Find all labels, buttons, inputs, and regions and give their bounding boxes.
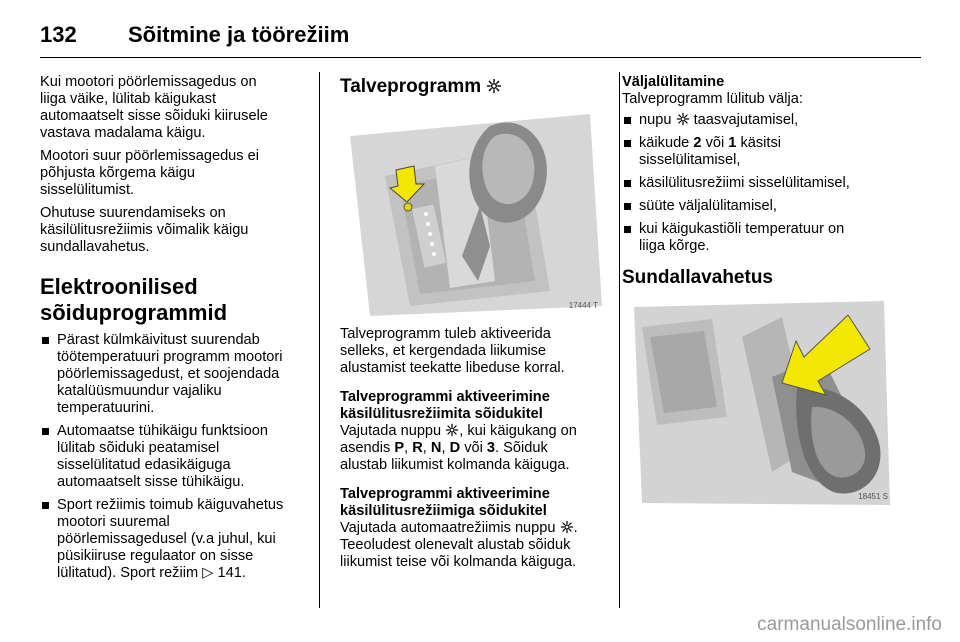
snowflake-icon [676, 112, 690, 126]
bullet-square-icon [42, 428, 49, 435]
column-1 [40, 74, 312, 588]
snowflake-icon [486, 78, 502, 94]
gear-selector-figure [340, 106, 602, 316]
bullet-square-icon [624, 203, 631, 210]
page-title: Sõitmine ja töörežiim [128, 22, 350, 47]
kickdown-pedal-illustration [622, 297, 892, 507]
list-item: nupu taasvajutamisel, [622, 112, 912, 129]
bullet-square-icon [624, 180, 631, 187]
list-item: Automaatse tühikäigu funktsioon lülitab sõiduki peatamisel sisselülitatud edasikäiguga automaatselt sisse tühikäigu. [40, 423, 312, 491]
header-rule [40, 57, 921, 58]
paragraph-safety: Ohutuse suurendamiseks on käsilülitusrežiimis võimalik käigu sundallavahetus. [40, 205, 249, 255]
page-reference-link[interactable]: 141. [217, 565, 246, 581]
section-title-winter-program: Talveprogramm [340, 76, 612, 98]
watermark: carmanualsonline.info [757, 614, 942, 635]
column-3 [622, 74, 912, 517]
page-header [40, 14, 920, 54]
list-item: käikude 2 või 1 käsitsi sisselülitamisel, [622, 135, 912, 169]
column-divider-2 [619, 72, 620, 608]
page-reference-arrow-icon[interactable]: ▷ [202, 565, 214, 581]
subheading-manual-mode: Talveprogrammi aktiveerimine käsilülitusrežiimiga sõidukitel [340, 486, 550, 519]
snowflake-icon [445, 423, 459, 437]
figure-code: 18451 S [858, 492, 888, 501]
paragraph-no-manual-mode: Vajutada nuppu , kui käigukang on asendis P, R, N, D või 3. Sõiduk alustab liikumist kolmanda käiguga. [340, 423, 577, 473]
list-item: Pärast külmkäivitust suurendab töötemperatuuri programm mootori pöörlemissagedust, et soojendada katalüüsmuundur vajaliku temperatuurini. [40, 332, 312, 417]
bullet-square-icon [42, 337, 49, 344]
section-title-kickdown: Sundallavahetus [622, 267, 773, 288]
bullet-list-deactivation [622, 112, 912, 255]
paragraph-winter-intro: Talveprogramm tuleb aktiveerida selleks, et kergendada liikumise alustamist teekatte libeduse korral. [340, 326, 565, 376]
list-item: Sport režiimis toimub käiguvahetus mootori suuremal pöörlemissagedusel (v.a juhul, kui püsikiiruse regulaator on sisse lülitatud). Sport režiim ▷ 141. [40, 497, 312, 582]
bullet-square-icon [624, 117, 631, 124]
list-item: kui käigukastiõli temperatuur on liiga kõrge. [622, 221, 912, 255]
kickdown-pedal-figure [622, 297, 892, 507]
gear-selector-illustration [340, 106, 602, 316]
list-item: süüte väljalülitamisel, [622, 198, 912, 215]
column-2 [340, 74, 612, 577]
bullet-list-programs [40, 332, 312, 582]
snowflake-icon [560, 520, 574, 534]
paragraph-high-rpm: Mootori suur pöörlemissagedus ei põhjusta kõrgema käigu sisselülitumist. [40, 148, 260, 198]
bullet-square-icon [42, 502, 49, 509]
paragraph-deactivation-intro: Talveprogramm lülitub välja: [622, 91, 803, 107]
paragraph-manual-mode: Vajutada automaatrežiimis nuppu . Teeoludest olenevalt alustab sõiduk liikumist teise või kolmanda käiguga. [340, 520, 578, 570]
figure-code: 17444 T [568, 301, 598, 310]
paragraph-low-rpm: Kui mootori pöörlemissagedus on liiga väike, lülitab käigukast automaatselt sisse sõiduki kiirusele vastava madalama käigu. [40, 74, 268, 141]
section-heading-electronic-programs: Elektroonilised sõiduprogrammid [40, 274, 228, 325]
subheading-deactivation: Väljalülitamine [622, 74, 725, 90]
bullet-square-icon [624, 140, 631, 147]
page-number: 132 [40, 22, 77, 47]
column-divider-1 [319, 72, 320, 608]
list-item: käsilülitusrežiimi sisselülitamisel, [622, 175, 912, 192]
bullet-square-icon [624, 226, 631, 233]
subheading-no-manual-mode: Talveprogrammi aktiveerimine käsilülitusrežiimita sõidukitel [340, 389, 550, 422]
